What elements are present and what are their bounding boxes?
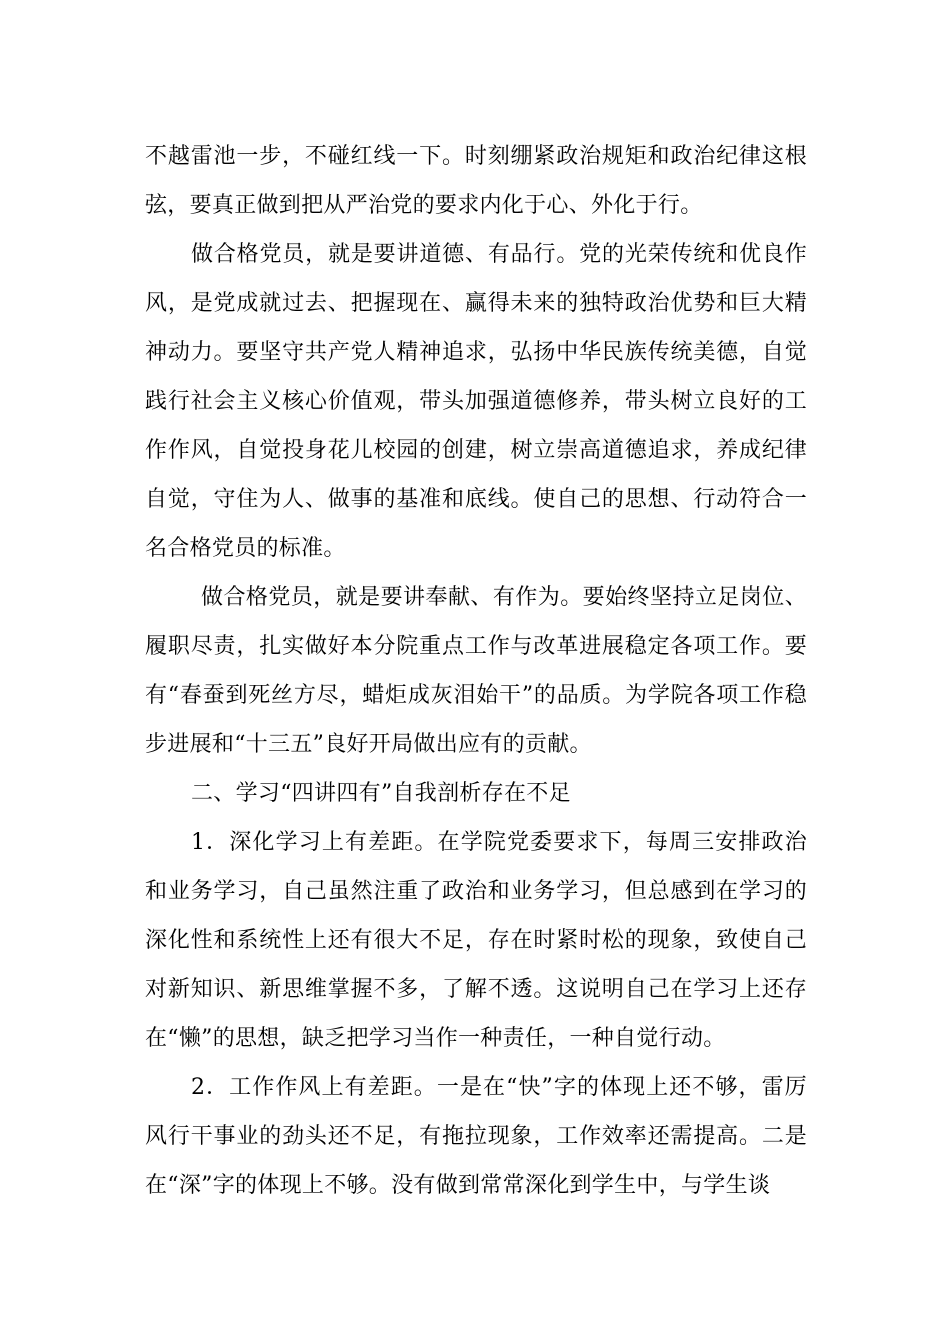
document-page [145,132,807,1210]
paragraph-item-1: 1．深化学习上有差距。在学院党委要求下，每周三安排政治和业务学习，自己虽然注重了政治和业务学习，但总感到在学习的深化性和系统性上还有很大不足，存在时紧时松的现象，致使自己对新知识、新思维掌握不多，了解不透。这说明自己在学习上还存在“懒”的思想，缺乏把学习当作一种责任，一种自觉行动。 [145,830,807,1051]
paragraph-item-2: 2．工作作风上有差距。一是在“快”字的体现上还不够，雷厉风行干事业的劲头还不足，有拖拉现象，工作效率还需提高。二是在“深”字的体现上不够。没有做到常常深化到学生中，与学生谈 [145,1075,807,1198]
paragraph-3: 做合格党员，就是要讲奉献、有作为。要始终坚持立足岗位、履职尽责，扎实做好本分院重点工作与改革进展稳定各项工作。要有“春蚕到死丝方尽，蜡炬成灰泪始干”的品质。为学院各项工作稳步进展和“十三五”良好开局做出应有的贡献。 [145,585,807,757]
paragraph-1: 不越雷池一步，不碰红线一下。时刻绷紧政治规矩和政治纪律这根弦，要真正做到把从严治党的要求内化于心、外化于行。 [145,144,807,218]
section-heading: 二、学习“四讲四有”自我剖析存在不足 [191,781,571,806]
paragraph-2: 做合格党员，就是要讲道德、有品行。党的光荣传统和优良作风，是党成就过去、把握现在、赢得未来的独特政治优势和巨大精神动力。要坚守共产党人精神追求，弘扬中华民族传统美德，自觉践行社会主义核心价值观，带头加强道德修养，带头树立良好的工作作风，自觉投身花儿校园的创建，树立崇高道德追求，养成纪律自觉，守住为人、做事的基准和底线。使自己的思想、行动符合一名合格党员的标准。 [145,242,807,561]
